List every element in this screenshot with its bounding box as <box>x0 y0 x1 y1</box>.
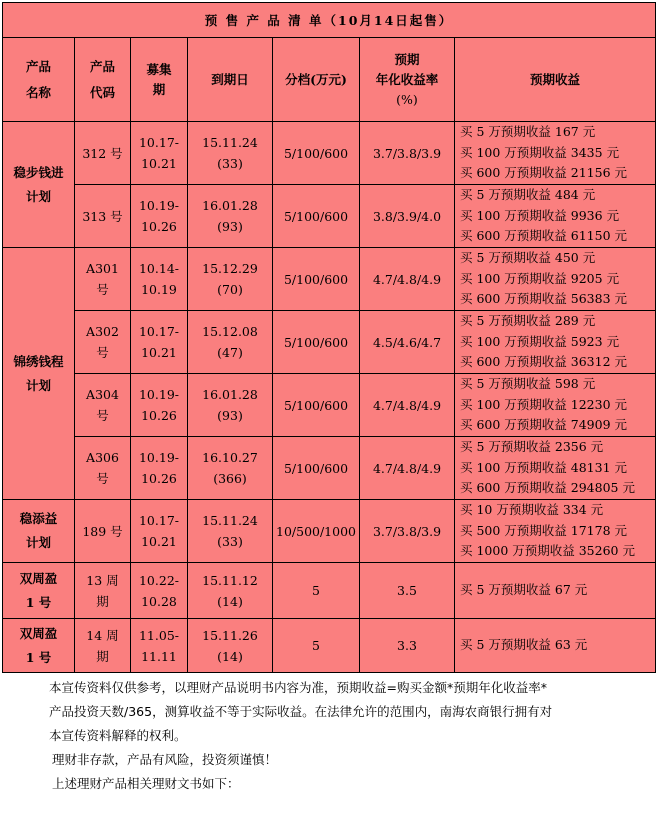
return-line: 买 100 万预期收益 5923 元 <box>460 333 620 349</box>
product-code-cell: 14 周 期 <box>75 619 131 673</box>
header-rate: 预期 年化收益率 (%) <box>360 38 455 122</box>
return-cell <box>455 437 656 500</box>
presale-table <box>2 2 656 673</box>
return-line: 买 5 万预期收益 289 元 <box>460 313 596 329</box>
tiers-cell: 5/100/600 <box>273 311 360 374</box>
product-code-cell: 13 周 期 <box>75 563 131 619</box>
product-code-cell: A301 号 <box>75 248 131 311</box>
maturity-cell: 15.11.12 (14) <box>188 563 273 619</box>
header-return: 预期收益 <box>455 38 656 122</box>
product-code-cell: 189 号 <box>75 500 131 563</box>
tiers-cell: 5 <box>273 563 360 619</box>
return-line: 买 100 万预期收益 48131 元 <box>460 459 628 475</box>
return-line: 买 5 万预期收益 484 元 <box>460 187 596 203</box>
return-line: 买 600 万预期收益 294805 元 <box>460 480 635 496</box>
return-line: 买 5 万预期收益 63 元 <box>460 637 588 653</box>
note-line: 上述理财产品相关理财文书如下： <box>52 776 240 791</box>
note-line: 本宣传资料仅供参考，以理财产品说明书内容为准，预期收益=购买金额*预期年化收益率* <box>49 680 547 695</box>
table-title: 预 售 产 品 清 单（10月14日起售） <box>3 3 656 38</box>
raise-period-cell: 10.17- 10.21 <box>131 500 188 563</box>
maturity-cell: 15.11.24 (33) <box>188 500 273 563</box>
return-line: 买 5 万预期收益 598 元 <box>460 376 596 392</box>
rate-cell: 4.7/4.8/4.9 <box>360 374 455 437</box>
raise-period-cell: 10.14- 10.19 <box>131 248 188 311</box>
return-line: 买 600 万预期收益 56383 元 <box>460 291 628 307</box>
return-line: 买 5 万预期收益 2356 元 <box>460 439 604 455</box>
return-cell <box>455 311 656 374</box>
return-line: 买 5 万预期收益 67 元 <box>460 582 588 598</box>
rate-cell: 4.7/4.8/4.9 <box>360 437 455 500</box>
return-cell <box>455 248 656 311</box>
product-name-cell: 稳添益 计划 <box>3 500 75 563</box>
rate-cell: 3.7/3.8/3.9 <box>360 500 455 563</box>
rate-cell: 4.5/4.6/4.7 <box>360 311 455 374</box>
table-row <box>3 437 656 500</box>
product-code-cell: 312 号 <box>75 122 131 185</box>
header-tiers: 分档(万元) <box>273 38 360 122</box>
header-row <box>3 38 656 122</box>
rate-cell: 3.5 <box>360 563 455 619</box>
raise-period-cell: 10.19- 10.26 <box>131 437 188 500</box>
note-line: 产品投资天数/365，测算收益不等于实际收益。在法律允许的范围内，南海农商银行拥有对 <box>49 704 553 719</box>
note-line: 本宣传资料解释的权利。 <box>49 728 187 743</box>
table-row <box>3 122 656 185</box>
raise-period-cell: 10.17- 10.21 <box>131 311 188 374</box>
table-row <box>3 374 656 437</box>
rate-cell: 3.8/3.9/4.0 <box>360 185 455 248</box>
tiers-cell: 5/100/600 <box>273 185 360 248</box>
tiers-cell: 5/100/600 <box>273 248 360 311</box>
return-cell <box>455 563 656 619</box>
return-cell <box>455 374 656 437</box>
return-line: 买 100 万预期收益 9205 元 <box>460 270 620 286</box>
disclaimer-notes <box>49 676 649 796</box>
return-line: 买 10 万预期收益 334 元 <box>460 502 604 518</box>
header-maturity: 到期日 <box>188 38 273 122</box>
rate-cell: 3.7/3.8/3.9 <box>360 122 455 185</box>
maturity-cell: 15.12.08 (47) <box>188 311 273 374</box>
return-line: 买 600 万预期收益 61150 元 <box>460 228 628 244</box>
table-row <box>3 563 656 619</box>
product-code-cell: A302 号 <box>75 311 131 374</box>
return-cell <box>455 619 656 673</box>
rate-cell: 3.3 <box>360 619 455 673</box>
product-name-cell: 双周盈 1 号 <box>3 563 75 619</box>
tiers-cell: 5 <box>273 619 360 673</box>
tiers-cell: 5/100/600 <box>273 437 360 500</box>
tiers-cell: 10/500/1000 <box>273 500 360 563</box>
rate-cell: 4.7/4.8/4.9 <box>360 248 455 311</box>
product-name-cell: 锦绣钱程 计划 <box>3 248 75 500</box>
return-line: 买 600 万预期收益 36312 元 <box>460 354 628 370</box>
table-row <box>3 248 656 311</box>
product-code-cell: A304 号 <box>75 374 131 437</box>
product-code-cell: A306 号 <box>75 437 131 500</box>
return-line: 买 100 万预期收益 3435 元 <box>460 144 620 160</box>
return-line: 买 1000 万预期收益 35260 元 <box>460 543 635 559</box>
product-sheet <box>2 2 655 673</box>
return-line: 买 600 万预期收益 74909 元 <box>460 417 628 433</box>
table-row <box>3 500 656 563</box>
maturity-cell: 15.11.24 (33) <box>188 122 273 185</box>
return-cell <box>455 122 656 185</box>
return-line: 买 100 万预期收益 12230 元 <box>460 396 628 412</box>
raise-period-cell: 10.17- 10.21 <box>131 122 188 185</box>
header-product-name: 产品 名称 <box>3 38 75 122</box>
return-line: 买 100 万预期收益 9936 元 <box>460 207 620 223</box>
return-line: 买 5 万预期收益 450 元 <box>460 250 596 266</box>
table-row <box>3 185 656 248</box>
product-name-cell: 双周盈 1 号 <box>3 619 75 673</box>
tiers-cell: 5/100/600 <box>273 374 360 437</box>
maturity-cell: 16.01.28 (93) <box>188 374 273 437</box>
raise-period-cell: 10.19- 10.26 <box>131 185 188 248</box>
return-cell <box>455 185 656 248</box>
raise-period-cell: 10.19- 10.26 <box>131 374 188 437</box>
maturity-cell: 15.12.29 (70) <box>188 248 273 311</box>
note-line: 理财非存款，产品有风险，投资须谨慎！ <box>52 752 278 767</box>
return-line: 买 500 万预期收益 17178 元 <box>460 522 628 538</box>
return-cell <box>455 500 656 563</box>
maturity-cell: 16.01.28 (93) <box>188 185 273 248</box>
maturity-cell: 15.11.26 (14) <box>188 619 273 673</box>
return-line: 买 600 万预期收益 21156 元 <box>460 165 628 181</box>
maturity-cell: 16.10.27 (366) <box>188 437 273 500</box>
table-row <box>3 619 656 673</box>
table-row <box>3 311 656 374</box>
raise-period-cell: 10.22- 10.28 <box>131 563 188 619</box>
tiers-cell: 5/100/600 <box>273 122 360 185</box>
return-line: 买 5 万预期收益 167 元 <box>460 124 596 140</box>
header-product-code: 产品 代码 <box>75 38 131 122</box>
product-name-cell: 稳步钱进 计划 <box>3 122 75 248</box>
raise-period-cell: 11.05- 11.11 <box>131 619 188 673</box>
header-raise-period: 募集 期 <box>131 38 188 122</box>
product-code-cell: 313 号 <box>75 185 131 248</box>
